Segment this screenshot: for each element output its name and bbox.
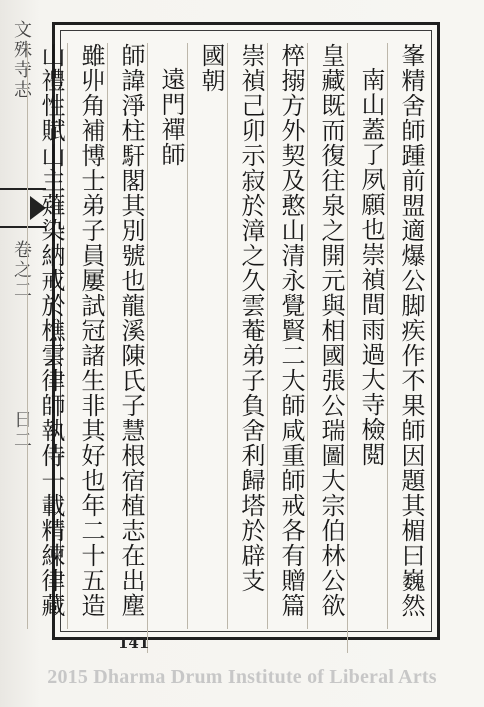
text-column-4: 椊搦方外契及憨山清永覺賢二大師咸重師戒各有贈篇	[269, 43, 309, 629]
book-page-frame	[37, 22, 440, 640]
margin-title: 文殊寺志	[11, 20, 32, 100]
text-column-2: 南山蓋了夙願也崇禎間雨過大寺檢閲	[349, 43, 389, 653]
watermark: 2015 Dharma Drum Institute of Liberal Arts	[47, 666, 437, 688]
text-column-10: 山禮性賦山主薙染納戒於樵雲律師執侍一載精練律藏	[29, 43, 69, 629]
text-column-8: 師諱淨柱馯閣其別號也龍溪陳氏子慧根宿植志在出塵	[109, 43, 149, 629]
text-column-5: 崇禎己卯示寂於漳之久雲菴弟子負舍利歸塔於辟支	[229, 43, 269, 629]
text-column-9: 雖丱角補博士弟子員屢試冠諸生非其好也年二十五造	[69, 43, 109, 629]
page-number: 141	[118, 634, 150, 652]
text-column-6: 國朝	[189, 43, 229, 629]
margin-fragment: 日二	[11, 410, 32, 450]
margin-volume: 卷之二	[11, 240, 32, 300]
text-column-3: 皇藏既而復往泉之開元與相國張公瑞圖大宗伯林公欲	[309, 43, 349, 629]
text-column-7: 遠門禪師	[149, 43, 189, 653]
text-column-1: 峯精舍師踵前盟適爆公脚疾作不果師因題其楣曰巍然	[389, 43, 429, 629]
